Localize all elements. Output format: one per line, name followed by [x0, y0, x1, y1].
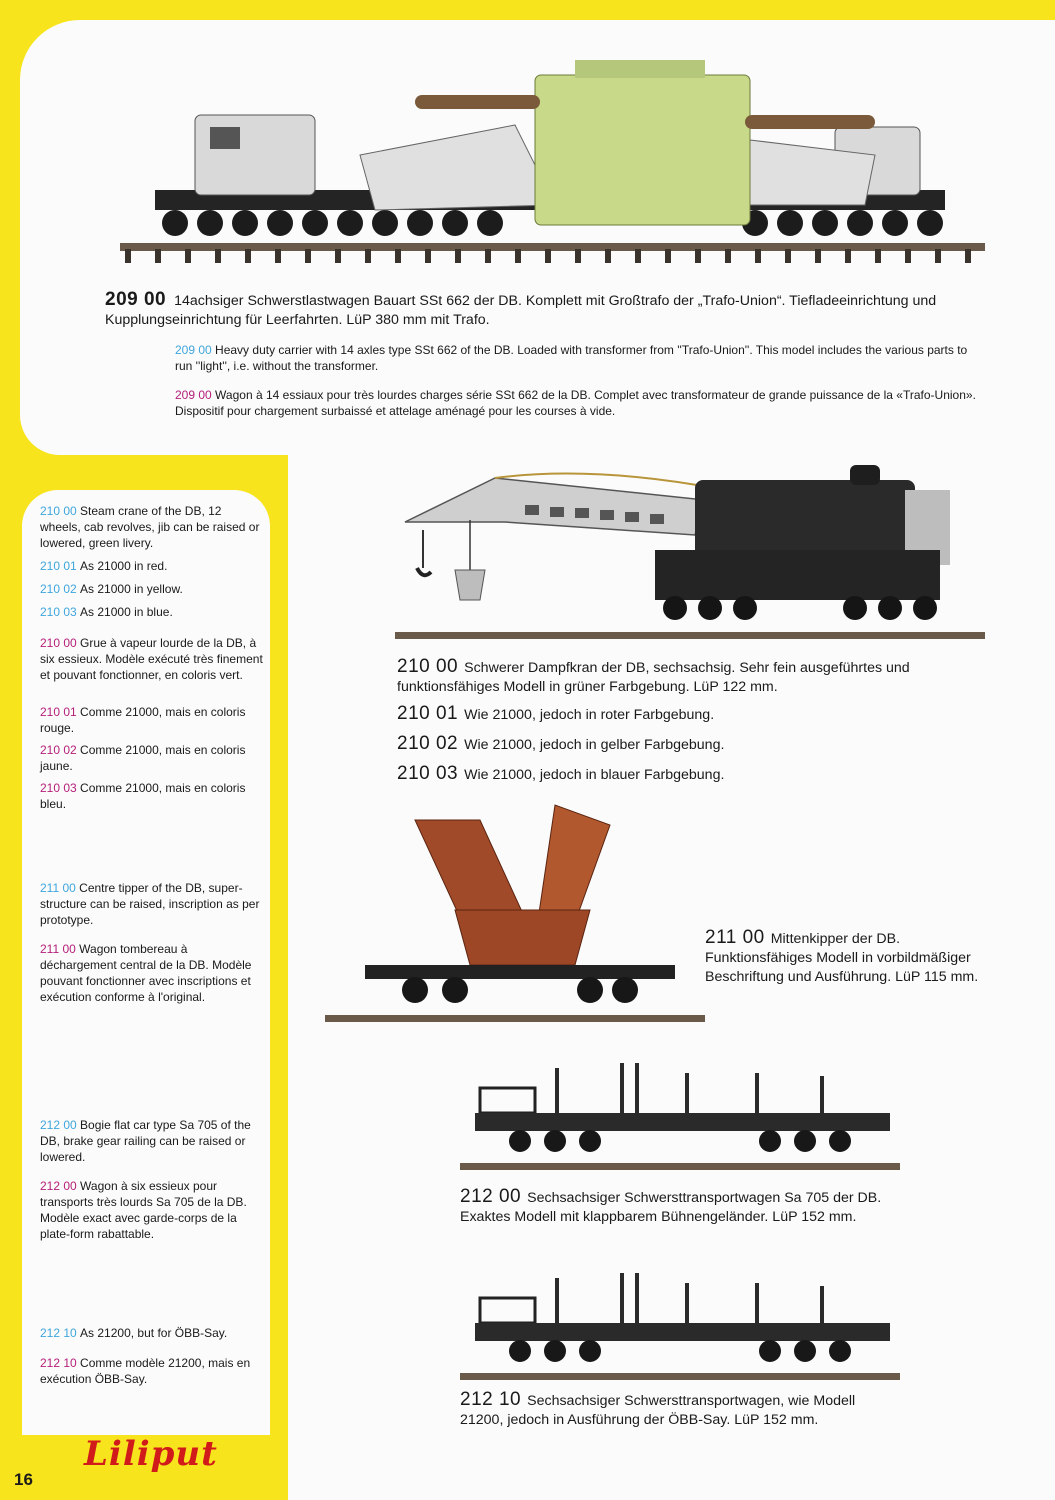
item-21210-fr: [40, 1355, 265, 1387]
item-text: Comme 21000, mais en coloris jaune.: [40, 743, 246, 773]
item-code: 212 10: [40, 1356, 77, 1370]
item-text: As 21200, but for ÖBB-Say.: [80, 1326, 228, 1340]
item-21210-de: [460, 1390, 900, 1430]
item-code: 212 10: [40, 1326, 77, 1340]
item-text: Comme modèle 21200, mais en exécution ÖBB-Say.: [40, 1356, 251, 1386]
item-text: Steam crane of the DB, 12 wheels, cab revolves, jib can be raised or lowered, green livery.: [40, 504, 260, 550]
item-21100-en: [40, 880, 265, 928]
item-code: 210 03: [40, 781, 77, 795]
item-code: 210 01: [40, 705, 77, 719]
item-21200-de: [460, 1187, 900, 1227]
transformer-carrier-image: [115, 55, 990, 270]
item-text: 14achsiger Schwerstlastwagen Bauart SSt 662 der DB. Komplett mit Großtrafo der „Trafo-Union“. Tiefladeeinrichtung und Kupplungseinrichtung für Leerfahrten. LüP 380 mm mit Trafo.: [105, 293, 937, 328]
item-20900-fr: [175, 387, 990, 419]
item-code: 210 01: [397, 703, 459, 724]
item-code: 210 02: [40, 743, 77, 757]
centre-tipper-image: [325, 800, 705, 1035]
item-code: 210 00: [397, 656, 459, 677]
item-code: 210 00: [40, 636, 77, 650]
item-21001-fr: [40, 704, 265, 736]
item-code: 210 00: [40, 504, 77, 518]
item-text: Sechsachsiger Schwersttransportwagen Sa 705 der DB. Exaktes Modell mit klappbarem Bühnengeländer. LüP 152 mm.: [460, 1190, 882, 1225]
item-21000-de: [397, 657, 987, 697]
item-code: 211 00: [705, 927, 765, 948]
item-code: 212 00: [40, 1118, 77, 1132]
item-21001-de: [397, 704, 987, 725]
item-21003-en: [40, 604, 265, 620]
item-21100-de: [705, 928, 1005, 987]
item-code: 210 01: [40, 559, 77, 573]
item-21002-de: [397, 734, 987, 755]
item-text: Grue à vapeur lourde de la DB, à six essieux. Modèle exécuté très finement et pouvant fonctionner, en coloris vert.: [40, 636, 263, 682]
item-21100-fr: [40, 941, 265, 1005]
item-20900-de: [105, 290, 995, 330]
item-text: Wie 21000, jedoch in roter Farbgebung.: [464, 707, 715, 723]
item-21002-fr: [40, 742, 265, 774]
item-code: 212 00: [40, 1179, 77, 1193]
item-text: As 21000 in blue.: [80, 605, 173, 619]
item-text: Comme 21000, mais en coloris bleu.: [40, 781, 246, 811]
item-21000-en: [40, 503, 265, 551]
item-text: Centre tipper of the DB, super-structure can be raised, inscription as per prototype.: [40, 881, 260, 927]
item-code: 209 00: [105, 289, 167, 310]
item-21003-fr: [40, 780, 265, 812]
item-21001-en: [40, 558, 265, 574]
item-text: As 21000 in yellow.: [80, 582, 183, 596]
item-21000-fr: [40, 635, 265, 683]
item-code: 212 00: [460, 1186, 522, 1207]
item-20900-en: [175, 342, 975, 374]
item-code: 210 02: [397, 733, 459, 754]
item-text: Wie 21000, jedoch in gelber Farbgebung.: [464, 737, 725, 753]
flat-car-212-00-image: [460, 1058, 900, 1176]
item-text: Wagon à 14 essiaux pour très lourdes charges série SSt 662 de la DB. Complet avec transformateur de grande puissance de la «Trafo-Union». Dispositif pour chargement surbaissé et attelage aménagé pour les courses à vide.: [175, 388, 976, 418]
item-21200-fr: [40, 1178, 265, 1242]
item-text: Bogie flat car type Sa 705 of the DB, brake gear railing can be raised or lowered.: [40, 1118, 251, 1164]
steam-crane-image: [395, 460, 985, 655]
item-code: 211 00: [40, 942, 76, 956]
liliput-logo: Liliput: [84, 1434, 218, 1474]
item-text: Wagon à six essieux pour transports très lourds Sa 705 de la DB. Modèle exact avec garde-corps de la plate-form rabattable.: [40, 1179, 247, 1241]
item-code: 210 03: [40, 605, 77, 619]
item-text: Schwerer Dampfkran der DB, sechsachsig. Sehr fein ausgeführtes und funktionsfähiges Modell in grüner Farbgebung. LüP 122 mm.: [397, 660, 910, 695]
item-text: Sechsachsiger Schwersttransportwagen, wie Modell 21200, jedoch in Ausführung der ÖBB-Say. LüP 152 mm.: [460, 1393, 856, 1428]
item-text: As 21000 in red.: [80, 559, 168, 573]
item-21210-en: [40, 1325, 265, 1341]
item-text: Wagon tombereau à déchargement central de la DB. Modèle pouvant fonctionner avec inscriptions et exécution conforme à l'original.: [40, 942, 252, 1004]
item-21003-de: [397, 764, 987, 785]
item-text: Heavy duty carrier with 14 axles type SSt 662 of the DB. Loaded with transformer from ''Trafo-Union''. This model includes the various parts to run ''light'', i.e. without the transformer.: [175, 343, 968, 373]
item-code: 209 00: [175, 343, 212, 357]
item-code: 210 02: [40, 582, 77, 596]
page-number: 16: [14, 1470, 33, 1489]
item-text: Wie 21000, jedoch in blauer Farbgebung.: [464, 767, 725, 783]
item-text: Mittenkipper der DB. Funktionsfähiges Modell in vorbildmäßiger Beschriftung und Ausführung. LüP 115 mm.: [705, 931, 979, 985]
item-code: 212 10: [460, 1389, 522, 1410]
item-code: 210 03: [397, 763, 459, 784]
item-21002-en: [40, 581, 265, 597]
item-text: Comme 21000, mais en coloris rouge.: [40, 705, 246, 735]
item-code: 209 00: [175, 388, 212, 402]
item-21200-en: [40, 1117, 265, 1165]
flat-car-212-10-image: [460, 1268, 900, 1386]
item-code: 211 00: [40, 881, 76, 895]
